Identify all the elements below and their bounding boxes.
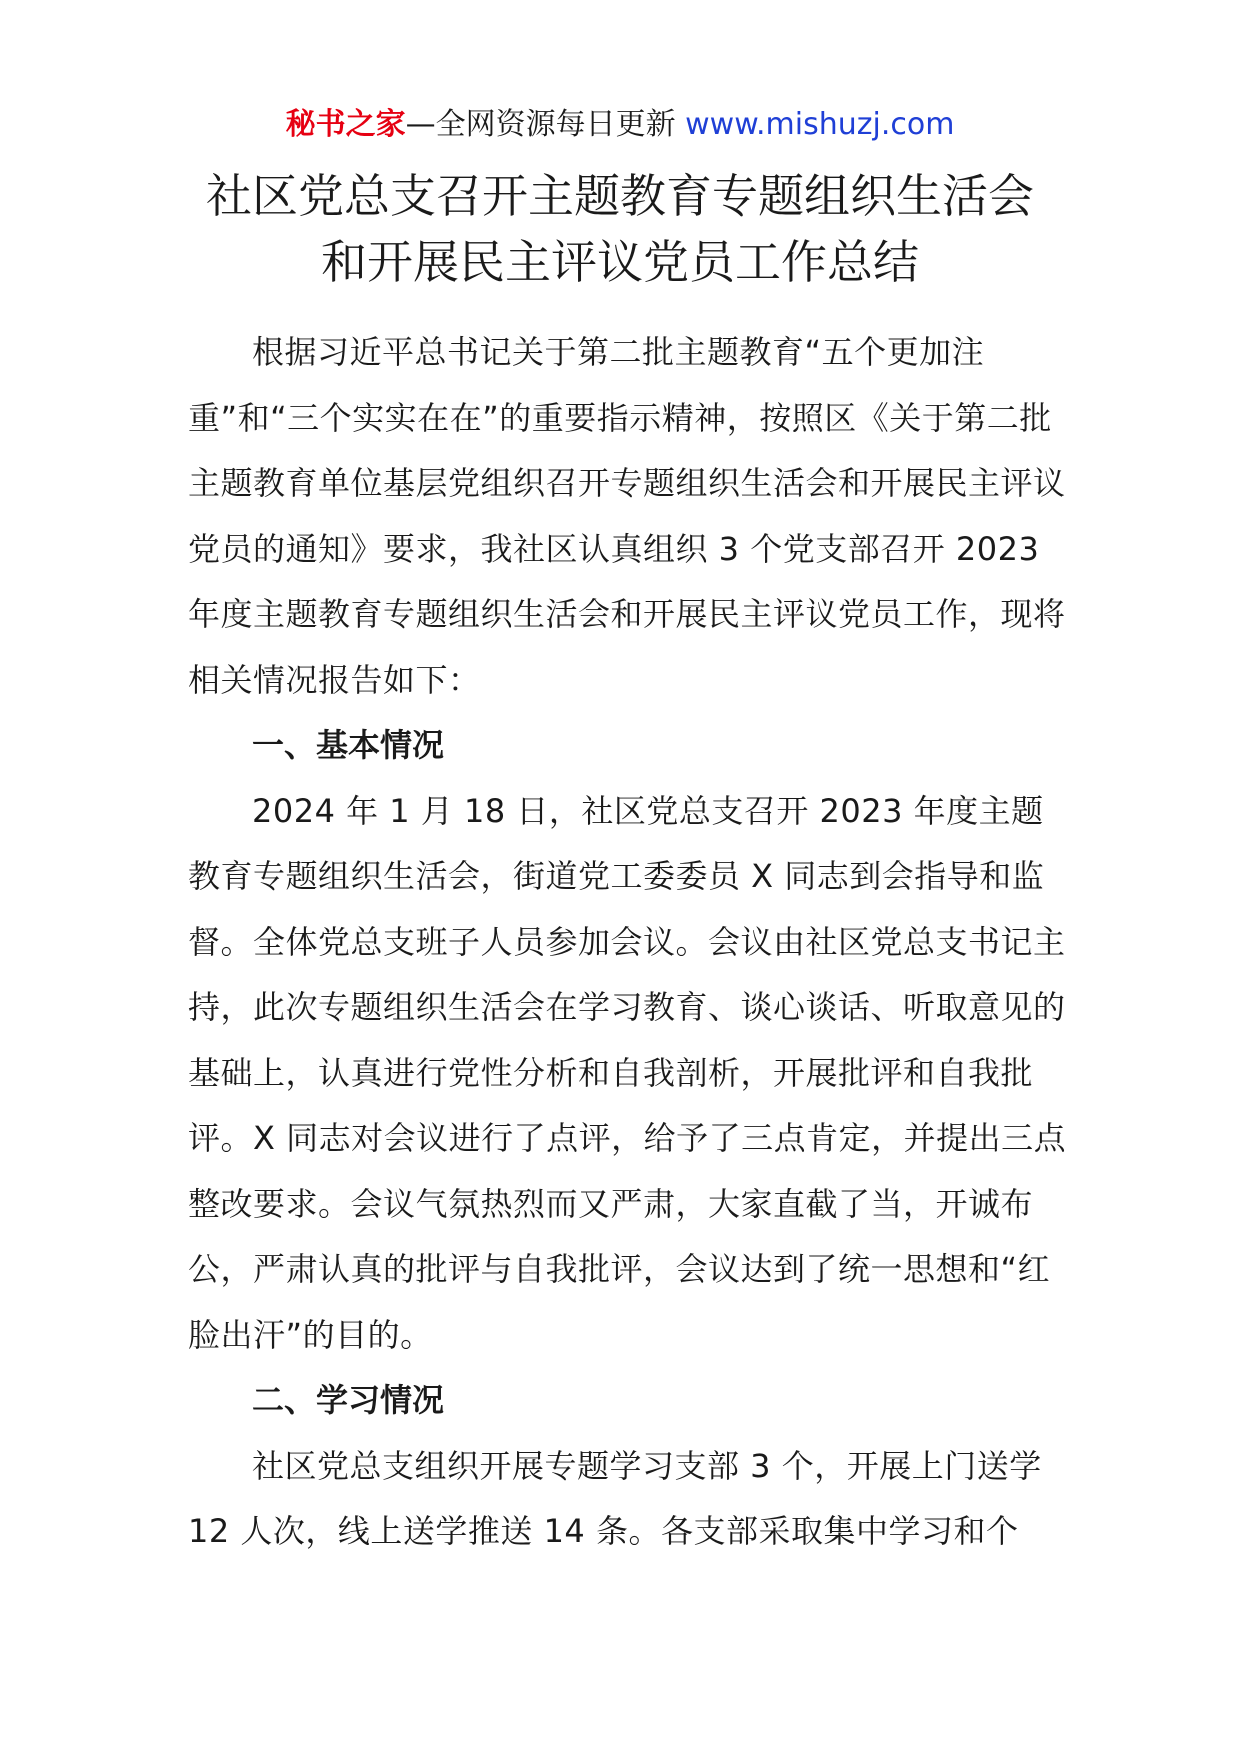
document-body xyxy=(188,320,1068,1565)
intro-paragraph: 根据习近平总书记关于第二批主题教育“五个更加注重”和“三个实实在在”的重要指示精神，按照区《关于第二批主题教育单位基层党组织召开专题组织生活会和开展民主评议党员的通知》要求，我社区认真组织 3 个党支部召开 2023 年度主题教育专题组织生活会和开展民主评议党员工作，现将相关情况报告如下： xyxy=(188,333,1066,699)
section-basic-paragraph: 2024 年 1 月 18 日，社区党总支召开 2023 年度主题教育专题组织生活会，街道党工委委员 X 同志到会指导和监督。全体党总支班子人员参加会议。会议由社区党总支书记主持，此次专题组织生活会在学习教育、谈心谈话、听取意见的基础上，认真进行党性分析和自我剖析，开展批评和自我批评。X 同志对会议进行了点评，给予了三点肯定，并提出三点整改要求。会议气氛热烈而又严肃，大家直截了当，开诚布公，严肃认真的批评与自我批评，会议达到了统一思想和“红脸出汗”的目的。 xyxy=(188,791,1067,1354)
title-line-2: 和开展民主评议党员工作总结 xyxy=(321,235,919,289)
title-line-1: 社区党总支召开主题教育专题组织生活会 xyxy=(206,169,1034,223)
section-heading-basic: 一、基本情况 xyxy=(252,726,445,764)
site-url[interactable]: www.mishuzj.com xyxy=(685,107,955,142)
section-study-paragraph: 社区党总支组织开展专题学习支部 3 个，开展上门送学 12 人次，线上送学推送 14 条。各支部采取集中学习和个 xyxy=(188,1446,1042,1550)
brand-name: 秘书之家 xyxy=(285,107,406,142)
site-banner xyxy=(0,100,1240,150)
section-heading-study: 二、学习情况 xyxy=(252,1381,445,1419)
banner-tagline: —全网资源每日更新 xyxy=(405,107,686,142)
document-title xyxy=(0,163,1240,295)
